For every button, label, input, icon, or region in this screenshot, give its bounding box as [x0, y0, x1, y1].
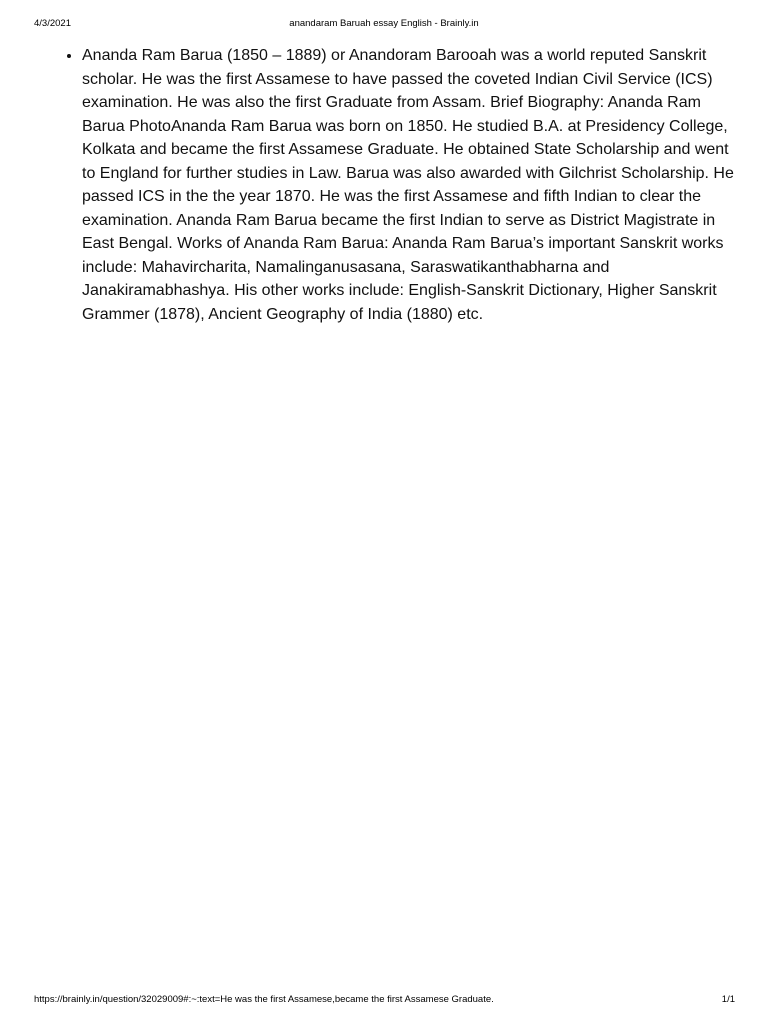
list-item: • Ananda Ram Barua (1850 – 1889) or Anandoram Barooah was a world reputed Sanskrit scholar. He was the first Assamese to have passed the coveted Indian Civil Service (ICS) examination. He was also the first Graduate from Assam. Brief Biography: Ananda Ram Barua PhotoAnanda Ram Barua was born on 1850. He studied B.A. at Presidency College, Kolkata and became the first Assamese Graduate. He obtained State Scholarship and went to England for further studies in Law. Barua was also awarded with Gilchrist Scholarship. He passed ICS in the the year 1870. He was the first Assamese and fifth Indian to clear the examination. Ananda Ram Barua became the first Indian to serve as District Magistrate in East Bengal. Works of Ananda Ram Barua: Ananda Ram Barua’s important Sanskrit works include: Mahavircharita, Namalinganusasana, Saraswatikanthabharna and Janakiramabhashya. His other works include: English-Sanskrit Dictionary, Higher Sanskrit Grammer (1878), Ancient Geography of India (1880) etc.	[82, 44, 736, 326]
print-date: 4/3/2021	[34, 18, 71, 29]
answer-content	[62, 44, 736, 326]
print-header	[0, 17, 768, 31]
print-footer	[0, 993, 768, 1007]
page-title: anandaram Baruah essay English - Brainly.in	[289, 18, 479, 29]
bullet-list	[62, 44, 736, 326]
page-url: https://brainly.in/question/32029009#:~:text=He was the first Assamese,became the first Assamese Graduate.	[34, 994, 494, 1005]
page-number: 1/1	[721, 994, 735, 1005]
